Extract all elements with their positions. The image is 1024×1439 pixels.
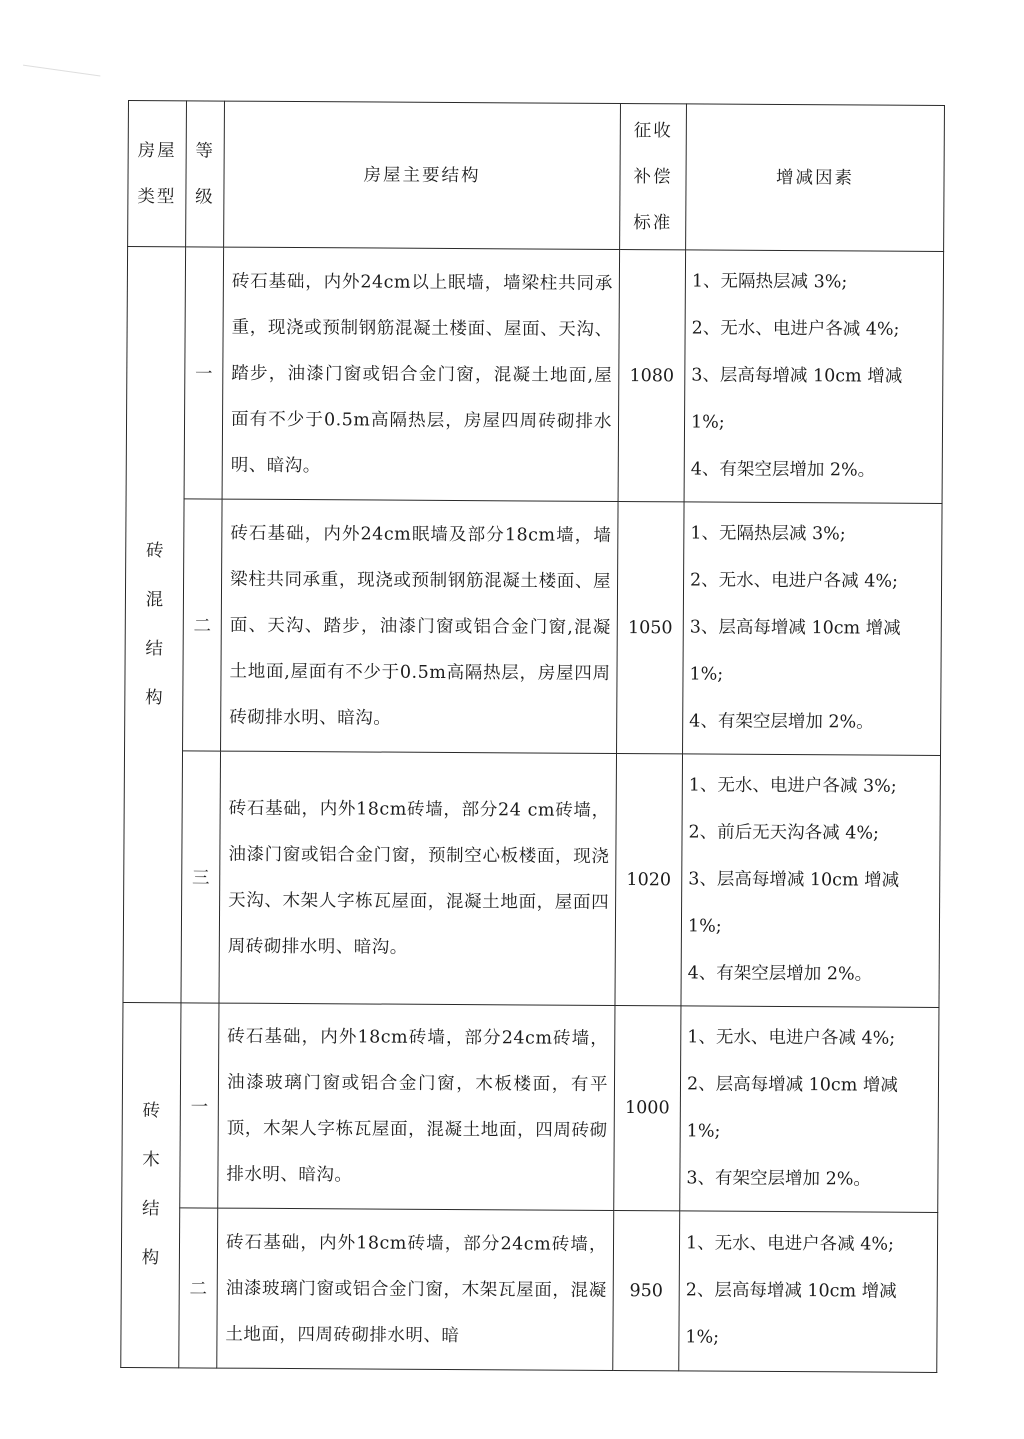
compensation-standard-cell: 1050 bbox=[617, 502, 685, 754]
header-house-type: 房屋 类型 bbox=[128, 101, 187, 247]
factor-item: 4、有架空层增加 2%。 bbox=[689, 711, 874, 733]
adjustment-factors-cell bbox=[679, 1211, 938, 1373]
header-grade: 等 级 bbox=[186, 101, 225, 247]
factor-item: 1、无隔热层减 3%; bbox=[690, 523, 846, 545]
structure-description-cell: 砖石基础，内外18cm砖墙，部分24cm砖墙，油漆玻璃门窗或铝合金门窗，木板楼面，有平顶，木架人字栋瓦屋面，混凝土地面，四周砖砌排水明、暗沟。 bbox=[218, 1003, 615, 1210]
factor-item: 2、无水、电进户各减 4%; bbox=[691, 318, 900, 340]
house-type-cell: 砖 木 结 构 bbox=[121, 1002, 181, 1367]
table-row bbox=[123, 750, 941, 1007]
factor-item: 3、有架空层增加 2%。 bbox=[686, 1168, 871, 1190]
factor-item: 1、无水、电进户各减 3%; bbox=[688, 775, 897, 797]
grade-cell: 一 bbox=[180, 1003, 219, 1208]
factor-item: 3、层高每增减 10cm 增减 1%; bbox=[687, 869, 900, 937]
header-adjustment-factors: 增减因素 bbox=[686, 104, 945, 252]
structure-description-cell: 砖石基础，内外18cm砖墙，部分24 cm砖墙，油漆门窗或铝合金门窗，预制空心板楼面，现浇天沟、木架人字栋瓦屋面，混凝土地面，屋面四周砖砌排水明、暗沟。 bbox=[219, 751, 617, 1005]
adjustment-factors-cell bbox=[680, 1006, 939, 1213]
header-main-structure: 房屋主要结构 bbox=[224, 101, 621, 249]
compensation-standard-cell: 1080 bbox=[618, 250, 686, 502]
factor-item: 2、层高每增减 10cm 增减 1%; bbox=[685, 1280, 897, 1348]
structure-description-cell: 砖石基础，内外18cm砖墙，部分24cm砖墙，油漆玻璃门窗或铝合金门窗，木架瓦屋面，混凝土地面，四周砖砌排水明、暗 bbox=[217, 1208, 614, 1370]
factor-item: 1、无水、电进户各减 4%; bbox=[687, 1027, 896, 1049]
factor-item: 1、无水、电进户各减 4%; bbox=[685, 1233, 894, 1255]
table-row bbox=[121, 1207, 938, 1372]
table-row bbox=[125, 498, 943, 755]
factor-item: 3、层高每增减 10cm 增减 1%; bbox=[690, 365, 903, 433]
scan-artifact bbox=[22, 65, 101, 87]
grade-cell: 二 bbox=[179, 1208, 218, 1368]
structure-description-cell: 砖石基础，内外24cm以上眠墙，墙梁柱共同承重，现浇或预制钢筋混凝土楼面、屋面、天沟、踏步，油漆门窗或铝合金门窗，混凝土地面,屋面有不少于0.5m高隔热层，房屋四周砖砌排水明、暗沟。 bbox=[222, 247, 620, 501]
header-compensation-standard: 征收 补偿 标准 bbox=[620, 104, 687, 250]
compensation-standard-cell: 1000 bbox=[614, 1005, 681, 1210]
factor-item: 1、无隔热层减 3%; bbox=[691, 271, 848, 293]
table-row bbox=[126, 247, 944, 504]
factor-item: 2、层高每增减 10cm 增减 1%; bbox=[686, 1074, 898, 1142]
compensation-table bbox=[120, 100, 945, 1373]
adjustment-factors-cell bbox=[683, 502, 943, 756]
house-type-cell: 砖 混 结 构 bbox=[123, 247, 186, 1003]
grade-cell: 三 bbox=[181, 751, 221, 1003]
grade-cell: 二 bbox=[183, 499, 223, 751]
table-row bbox=[122, 1002, 939, 1212]
adjustment-factors-cell bbox=[684, 250, 944, 504]
adjustment-factors-cell bbox=[681, 754, 941, 1008]
factor-item: 2、无水、电进户各减 4%; bbox=[690, 570, 898, 592]
factor-item: 4、有架空层增加 2%。 bbox=[690, 459, 876, 481]
compensation-standard-cell: 950 bbox=[613, 1210, 680, 1370]
structure-description-cell: 砖石基础，内外24cm眠墙及部分18cm墙，墙梁柱共同承重，现浇或预制钢筋混凝土楼面、屋面、天沟、踏步，油漆门窗或铝合金门窗,混凝土地面,屋面有不少于0.5m高隔热层，房屋四周砖砌排水明、暗沟。 bbox=[221, 499, 619, 753]
compensation-standard-cell: 1020 bbox=[615, 753, 683, 1005]
grade-cell: 一 bbox=[184, 247, 224, 499]
factor-item: 4、有架空层增加 2%。 bbox=[687, 963, 873, 985]
factor-item: 3、层高每增减 10cm 增减 1%; bbox=[689, 617, 901, 685]
factor-item: 2、前后无天沟各减 4%; bbox=[688, 822, 879, 844]
table-header-row bbox=[128, 101, 945, 252]
